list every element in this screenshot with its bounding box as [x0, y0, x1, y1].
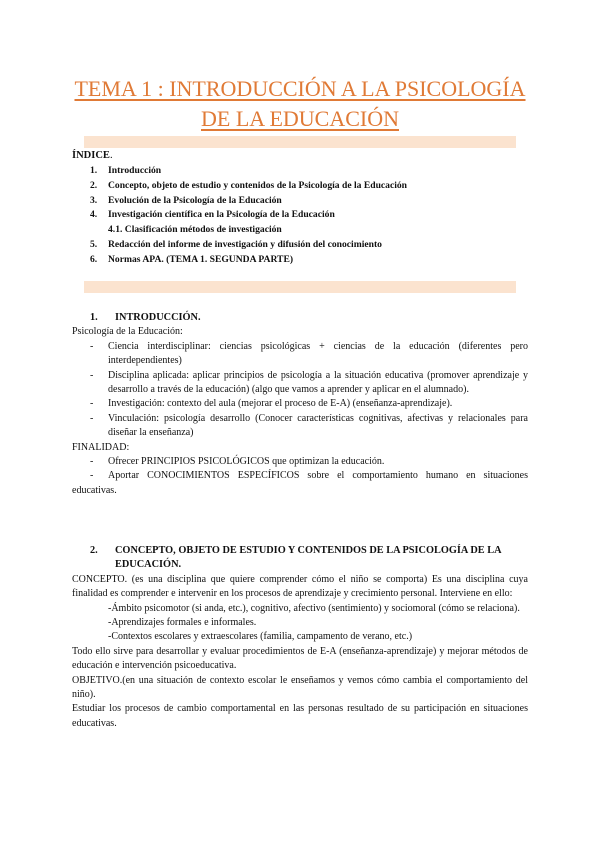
toc-item-label: Evolución de la Psicología de la Educación	[108, 194, 282, 206]
section-heading-text: CONCEPTO, OBJETO DE ESTUDIO Y CONTENIDOS DE LA PSICOLOGÍA DE LA EDUCACIÓN.	[115, 545, 501, 571]
toc-item	[72, 194, 532, 209]
bullet-item: - Investigación: contexto del aula (mejorar el proceso de E-A) (enseñanza-aprendizaje).	[72, 397, 528, 411]
section-introduccion	[72, 311, 528, 498]
bullet-item: - Vinculación: psicología desarrollo (Conocer características cognitivas, afectivas y relacionales para diseñar la enseñanza)	[72, 412, 528, 441]
toc-item	[72, 208, 532, 223]
paragraph: OBJETIVO.(en una situación de contexto escolar le enseñamos y vemos cómo cambia el comportamiento del niño).	[72, 674, 528, 701]
toc-item-number: 6.	[90, 253, 98, 265]
paragraph: Todo ello sirve para desarrollar y evaluar procedimientos de E-A (enseñanza-aprendizaje) y mejorar métodos de educación e intervención psicoeducativa.	[72, 645, 528, 672]
bullet-item: - Disciplina aplicada: aplicar principios de psicología a la situación educativa (promover aprendizaje y desarrollo a través de la educación) (algo que vamos a aprender y aplicar en el alumnado).	[72, 369, 528, 398]
toc-subitem	[72, 223, 532, 238]
toc-item-label: Normas APA. (TEMA 1. SEGUNDA PARTE)	[108, 253, 294, 265]
toc-item-label: Redacción del informe de investigación y difusión del conocimiento	[108, 238, 382, 250]
paragraph: CONCEPTO. (es una disciplina que quiere comprender cómo el niño se comporta) Es una disciplina cuya finalidad es comprender e intervenir en los procesos de aprendizaje y crecimiento personal. Interviene en ello:	[72, 573, 528, 600]
toc-item-number: 2.	[90, 179, 98, 191]
toc-item-label: Concepto, objeto de estudio y contenidos de la Psicología de la Educación	[108, 179, 408, 191]
highlight-band-bottom	[84, 281, 516, 293]
toc-item-number: 5.	[90, 238, 98, 250]
bullet-item: - Ciencia interdisciplinar: ciencias psicológicas + ciencias de la educación (diferentes pero interdependientes)	[72, 340, 528, 369]
section-heading	[72, 311, 528, 325]
section-number: 1.	[90, 312, 98, 323]
bullet-item-text: Aportar CONOCIMIENTOS ESPECÍFICOS sobre el comportamiento humano en situaciones educativas.	[72, 470, 528, 496]
ambito-item: -Contextos escolares y extraescolares (familia, campamento de verano, etc.)	[108, 631, 413, 643]
toc-item-label: Introducción	[108, 165, 162, 176]
toc-item	[72, 164, 532, 179]
toc-subitem-label: 4.1. Clasificación métodos de investigación	[108, 224, 282, 236]
toc-item	[72, 253, 532, 268]
toc-item-number: 4.	[90, 209, 98, 221]
ambito-item: -Aprendizajes formales e informales.	[108, 617, 257, 629]
index-heading-text: ÍNDICE	[72, 150, 110, 161]
section-number: 2.	[90, 545, 98, 556]
table-of-contents	[72, 164, 532, 268]
toc-item-number: 3.	[90, 194, 98, 206]
bullet-item	[72, 469, 528, 498]
paragraph: Estudiar los procesos de cambio comportamental en las personas resultado de su participación en situaciones educativas.	[72, 703, 528, 729]
toc-item	[72, 179, 532, 194]
index-heading	[72, 150, 113, 161]
bullet-item: - Ofrecer PRINCIPIOS PSICOLÓGICOS que optimizan la educación.	[72, 455, 528, 469]
section-concepto	[72, 544, 528, 731]
finalidad-label: FINALIDAD:	[72, 441, 130, 453]
ambito-item: -Ámbito psicomotor (si anda, etc.), cognitivo, afectivo (sentimiento) y sociomoral (cómo se relaciona).	[108, 602, 520, 614]
toc-item	[72, 238, 532, 253]
toc-item-label: Investigación científica en la Psicología de la Educación	[108, 209, 335, 221]
page-title: TEMA 1 : INTRODUCCIÓN A LA PSICOLOGÍA DE LA EDUCACIÓN	[74, 76, 526, 131]
index-heading-dot: .	[109, 150, 113, 161]
highlight-band-top	[84, 136, 516, 148]
paragraph: Psicología de la Educación:	[72, 326, 183, 338]
toc-item-number: 1.	[90, 165, 98, 176]
section-heading-text: INTRODUCCIÓN.	[115, 312, 201, 323]
section-heading	[72, 544, 528, 573]
